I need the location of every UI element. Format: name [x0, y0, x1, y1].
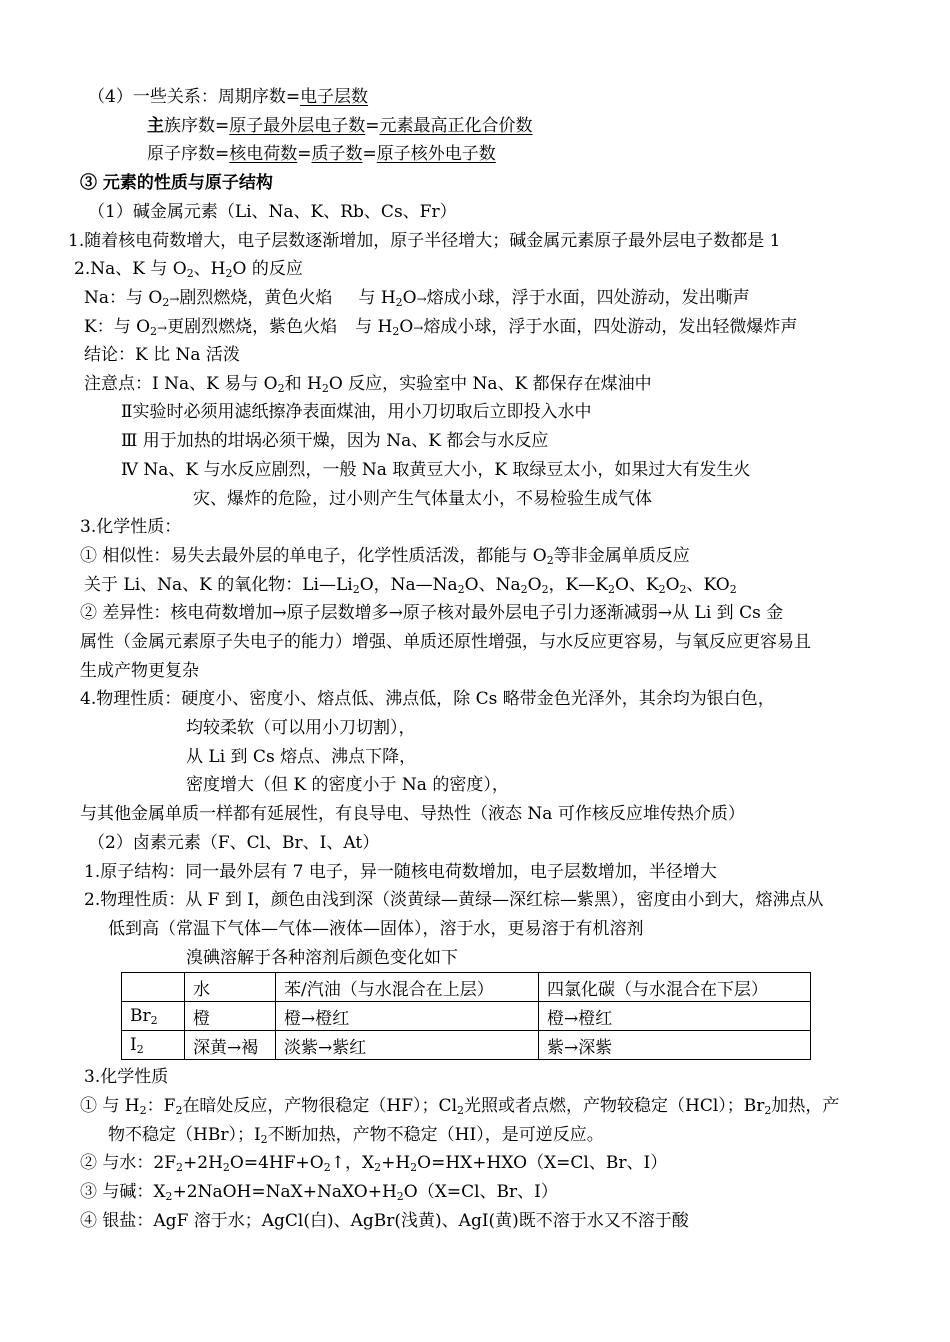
- halogen-point-1: 1.原子结构：同一最外层有 7 电子，异一随核电荷数增加，电子层数增加，半径增大: [84, 862, 717, 882]
- table-row-header: $I_2$: [122, 1031, 185, 1060]
- difference-line-2: 属性（金属元素原子失电子的能力）增强、单质还原性增强，与水反应更容易，与氧反应更容易且: [80, 632, 811, 652]
- note-4: Ⅳ Na、K 与水反应剧烈，一般 Na 取黄豆大小，K 取绿豆太小，如果过大有发生火: [121, 460, 751, 480]
- table-header-cell: 水: [185, 973, 276, 1002]
- alkali-title: （1）碱金属元素（Li、Na、K、Rb、Cs、Fr）: [88, 202, 457, 222]
- table-cell: 橙→橙红: [276, 1002, 539, 1031]
- alkali-chem-title: 3.化学性质：: [80, 517, 182, 537]
- relation-atomic-line: 原子序数=核电荷数=质子数=原子核外电子数: [147, 144, 496, 164]
- relation-group-line: 主族序数=原子最外层电子数=元素最高正化合价数: [147, 116, 533, 136]
- physical-line-2: 均较柔软（可以用小刀切割），: [186, 718, 416, 738]
- base-reaction-line: ③ 与碱：$X_2+2NaOH=NaX+NaXO+H_2O(X=Cl$、Br、I）: [80, 1182, 558, 1203]
- na-reaction-line: Na：与 $O_2\to$剧烈燃烧，黄色火焰 与 $H_2O\to$熔成小球，浮于水面，四处游动，发出嘶声: [84, 288, 750, 309]
- water-reaction-line: ② 与水：$2F_2+2H_2O=4HF+O_2↑$，$X_2+H_2O=HX+HXO(X=Cl$、Br、I）: [80, 1153, 668, 1174]
- relation-period-line: （4）一些关系：周期序数=电子层数: [88, 87, 369, 107]
- oxides-line: 关于 Li、Na、K 的氧化物：$Li—Li_2O$，$Na—Na_2O$、$Na_2O_2$，$K—K_2O$、$K_2O_2$、$KO_2$: [84, 575, 737, 596]
- halogen-title: （2）卤素元素（F、Cl、Br、I、At）: [88, 833, 380, 853]
- difference-line-1: ② 差异性：核电荷数增加→原子层数增多→原子核对最外层电子引力逐渐减弱→从 Li 到 Cs 金: [80, 603, 784, 623]
- table-caption: 溴碘溶解于各种溶剂后颜色变化如下: [186, 948, 458, 968]
- note-4-continued: 灾、爆炸的危险，过小则产生气体量太小，不易检验生成气体: [193, 489, 652, 509]
- table-header-cell: 四氯化碳（与水混合在下层）: [539, 973, 811, 1002]
- table-cell: [122, 973, 185, 1002]
- solvent-color-table: [121, 972, 811, 1060]
- table-row-header: $Br_2$: [122, 1002, 185, 1031]
- conclusion-line: 结论：K 比 Na 活泼: [84, 345, 240, 365]
- hydrogen-reaction-continued: 物不稳定（HBr）；$I_2$不断加热，产物不稳定（HI），是可逆反应。: [108, 1125, 604, 1146]
- silver-salt-line: ④ 银盐：AgF 溶于水；AgCl(白)、AgBr(浅黄)、AgI(黄)既不溶于水又不溶于酸: [80, 1211, 689, 1231]
- table-cell: 淡紫→紫红: [276, 1031, 539, 1060]
- table-cell: 深黄→褐: [185, 1031, 276, 1060]
- note-1: 注意点：Ⅰ Na、K 易与 $O_2$和 $H_2O$ 反应，实验室中 Na、K 都保存在煤油中: [84, 374, 652, 395]
- table-header-cell: 苯/汽油（与水混合在上层）: [276, 973, 539, 1002]
- halogen-point-2: 2.物理性质：从 F 到 I，颜色由浅到深（淡黄绿—黄绿—深红棕—紫黑），密度由小到大，熔沸点从: [84, 890, 824, 910]
- physical-line-1: 4.物理性质：硬度小、密度小、熔点低、沸点低，除 Cs 略带金色光泽外，其余均为银白色，: [80, 689, 775, 709]
- note-3: Ⅲ 用于加热的坩埚必须干燥，因为 Na、K 都会与水反应: [121, 431, 549, 451]
- note-2: Ⅱ实验时必须用滤纸擦净表面煤油，用小刀切取后立即投入水中: [121, 402, 592, 422]
- alkali-point-1: 1.随着核电荷数增大，电子层数逐渐增加，原子半径增大；碱金属元素原子最外层电子数都是 1: [68, 231, 781, 251]
- table-cell: 橙: [185, 1002, 276, 1031]
- similarity-line: ① 相似性：易失去最外层的单电子，化学性质活泼，都能与 $O_2$等非金属单质反应: [80, 546, 690, 567]
- table-row: [122, 1002, 811, 1031]
- table-row: [122, 1031, 811, 1060]
- table-cell: 橙→橙红: [539, 1002, 811, 1031]
- k-reaction-line: K：与 $O_2\to$更剧烈燃烧，紫色火焰 与 $H_2O\to$熔成小球，浮于水面，四处游动，发出轻微爆炸声: [84, 317, 798, 338]
- table-row: [122, 973, 811, 1002]
- halogen-chem-title: 3.化学性质: [84, 1067, 169, 1087]
- physical-line-4: 密度增大（但 K 的密度小于 Na 的密度），: [186, 775, 509, 795]
- physical-line-3: 从 Li 到 Cs 熔点、沸点下降，: [186, 747, 417, 767]
- physical-line-5: 与其他金属单质一样都有延展性，有良导电、导热性（液态 Na 可作核反应堆传热介质）: [80, 804, 745, 824]
- section-title: ③ 元素的性质与原子结构: [80, 173, 273, 193]
- table-cell: 紫→深紫: [539, 1031, 811, 1060]
- difference-line-3: 生成产物更复杂: [80, 661, 199, 681]
- alkali-point-2: 2.Na、K 与 $O_2$、$H_2O$ 的反应: [74, 259, 303, 280]
- halogen-point-2-continued: 低到高（常温下气体—气体—液体—固体），溶于水，更易溶于有机溶剂: [108, 919, 644, 939]
- hydrogen-reaction-line: ① 与 $H_2$：$F_2$在暗处反应，产物很稳定（HF）；$Cl_2$光照或者点燃，产物较稳定（HCl）；$Br_2$加热，产: [80, 1096, 840, 1117]
